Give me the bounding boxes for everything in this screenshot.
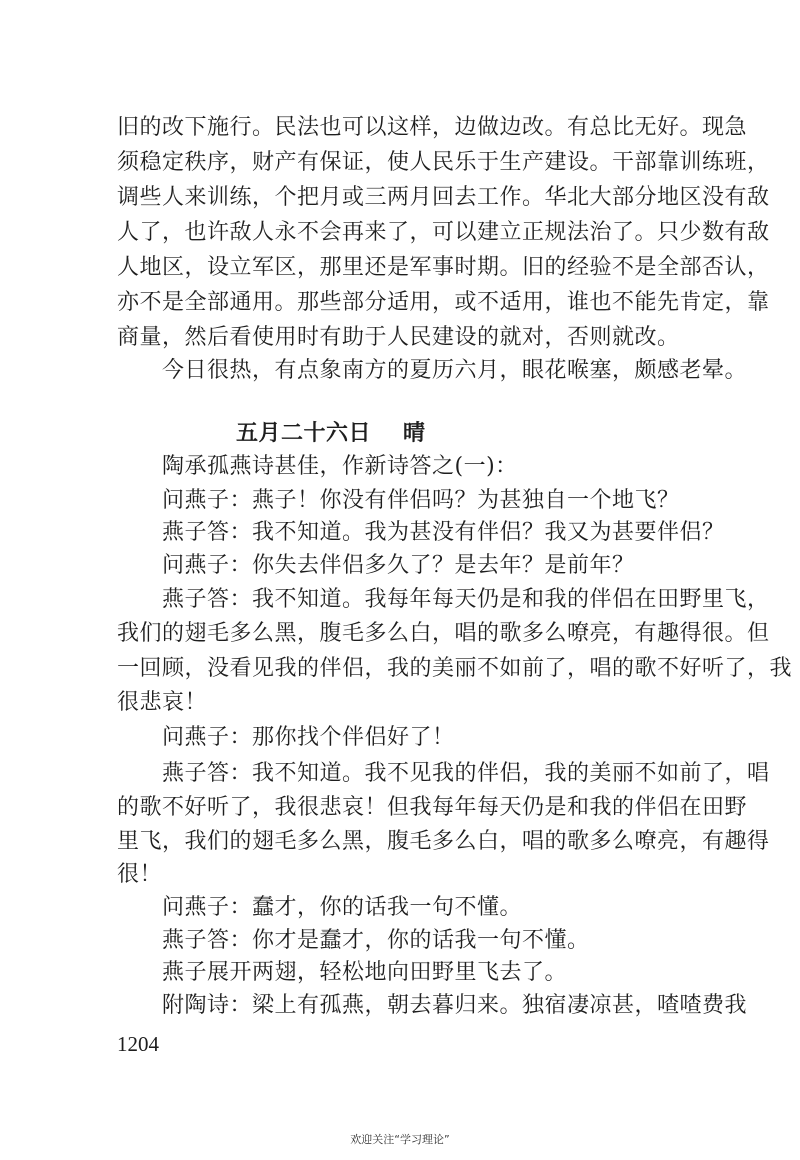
text-line: 燕子答：我不知道。我不见我的伴侣，我的美丽不如前了，唱 — [117, 761, 770, 786]
text-line: 问燕子：燕子！你没有伴侣吗？为甚独自一个地飞？ — [117, 488, 680, 513]
text-line: 商量，然后看使用时有助于人民建设的就对，否则就改。 — [117, 325, 680, 350]
text-line: 问燕子：蠢才，你的话我一句不懂。 — [117, 895, 523, 920]
text-line: 陶承孤燕诗甚佳，作新诗答之(一)： — [117, 454, 518, 479]
entry-heading — [236, 418, 426, 448]
text-line: 很！ — [117, 862, 163, 887]
text-line: 调些人来训练，个把月或三两月回去工作。华北大部分地区没有敌 — [117, 185, 770, 210]
text-line: 燕子答：我不知道。我每年每天仍是和我的伴侣在田野里飞， — [117, 587, 770, 612]
page-number: 1204 — [117, 1032, 159, 1056]
text-line: 燕子展开两翅，轻松地向田野里飞去了。 — [117, 960, 568, 985]
text-line: 燕子答：你才是蠢才，你的话我一句不懂。 — [117, 928, 590, 953]
text-line: 燕子答：我不知道。我为甚没有伴侣？我又为甚要伴侣？ — [117, 520, 725, 545]
text-line: 我们的翅毛多么黑，腹毛多么白，唱的歌多么嘹亮，有趣得很。但 — [117, 621, 770, 646]
text-line: 今日很热，有点象南方的夏历六月，眼花喉塞，颇感老晕。 — [117, 358, 748, 383]
text-line: 问燕子：那你找个伴侣好了！ — [117, 725, 455, 750]
text-line: 里飞，我们的翅毛多么黑，腹毛多么白，唱的歌多么嘹亮，有趣得 — [117, 829, 770, 854]
text-line: 人地区，设立军区，那里还是军事时期。旧的经验不是全部否认， — [117, 255, 770, 280]
entry-weather: 晴 — [403, 420, 426, 446]
footer-note: 欢迎关注“学习理论” — [350, 1133, 450, 1146]
text-line: 的歌不好听了，我很悲哀！但我每年每天仍是和我的伴侣在田野 — [117, 795, 748, 820]
text-line: 附陶诗：梁上有孤燕，朝去暮归来。独宿凄凉甚，喳喳费我 — [117, 993, 748, 1018]
text-line: 一回顾，没看见我的伴侣，我的美丽不如前了，唱的歌不好听了，我 — [117, 656, 793, 681]
text-line: 人了，也许敌人永不会再来了，可以建立正规法治了。只少数有敌 — [117, 220, 770, 245]
text-line: 旧的改下施行。民法也可以这样，边做边改。有总比无好。现急 — [117, 115, 748, 140]
text-line: 亦不是全部通用。那些部分适用，或不适用，谁也不能先肯定，靠 — [117, 290, 770, 315]
text-line: 问燕子：你失去伴侣多久了？是去年？是前年？ — [117, 553, 635, 578]
entry-date: 五月二十六日 — [236, 420, 372, 446]
text-line: 须稳定秩序，财产有保证，使人民乐于生产建设。干部靠训练班， — [117, 150, 770, 175]
text-line: 很悲哀！ — [117, 690, 208, 715]
